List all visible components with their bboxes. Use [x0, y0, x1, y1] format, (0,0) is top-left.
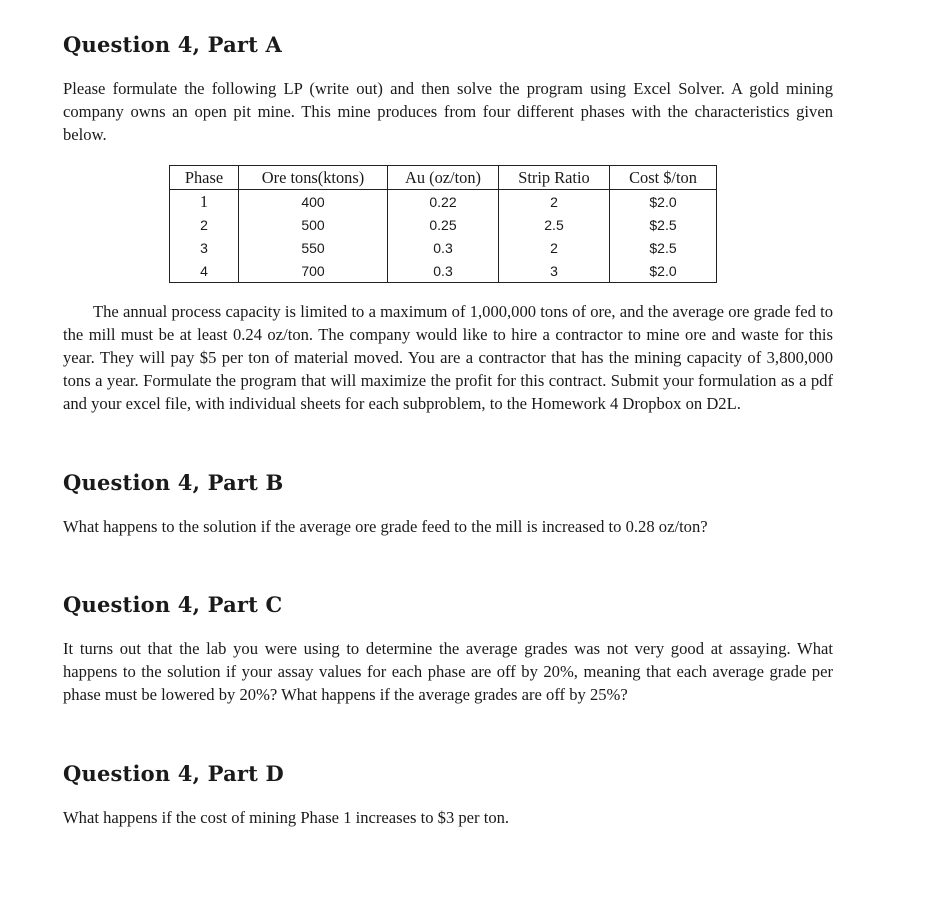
cell-au: 0.25: [388, 213, 499, 236]
cell-phase: 3: [170, 236, 239, 259]
phase-table: [169, 165, 717, 283]
part-a-intro: Please formulate the following LP (write out) and then solve the program using Excel Solver. A gold mining company owns an open pit mine. This mine produces from four different phases with the characteristics given below.: [63, 79, 833, 144]
cell-ore-tons: 500: [239, 213, 388, 236]
cell-strip-ratio: 2: [499, 190, 610, 214]
cell-cost: $2.0: [610, 190, 717, 214]
cell-cost: $2.5: [610, 213, 717, 236]
cell-strip-ratio: 2: [499, 236, 610, 259]
cell-ore-tons: 700: [239, 259, 388, 283]
header-ore-tons: Ore tons(ktons): [239, 166, 388, 190]
part-c-body: It turns out that the lab you were using to determine the average grades was not very good at assaying. What happens to the solution if your assay values for each phase are off by 20%, meaning that each average grade per phase must be lowered by 20%? What happens if the average grades are off by 25%?: [63, 639, 833, 704]
header-au: Au (oz/ton): [388, 166, 499, 190]
header-phase: Phase: [170, 166, 239, 190]
cell-cost: $2.5: [610, 236, 717, 259]
table-row: [170, 213, 717, 236]
part-c-heading: Question 4, Part C: [63, 592, 283, 617]
cell-phase: 4: [170, 259, 239, 283]
cell-cost: $2.0: [610, 259, 717, 283]
cell-ore-tons: 400: [239, 190, 388, 214]
phase-table-header-row: [170, 166, 717, 190]
cell-strip-ratio: 3: [499, 259, 610, 283]
table-row: [170, 236, 717, 259]
cell-ore-tons: 550: [239, 236, 388, 259]
cell-phase: 2: [170, 213, 239, 236]
header-cost: Cost $/ton: [610, 166, 717, 190]
cell-au: 0.3: [388, 236, 499, 259]
part-a-heading: Question 4, Part A: [63, 32, 283, 57]
cell-strip-ratio: 2.5: [499, 213, 610, 236]
cell-phase: 1: [170, 190, 239, 214]
table-row: [170, 190, 717, 214]
cell-au: 0.3: [388, 259, 499, 283]
header-strip-ratio: Strip Ratio: [499, 166, 610, 190]
part-d-heading: Question 4, Part D: [63, 761, 284, 786]
table-row: [170, 259, 717, 283]
part-a-body: The annual process capacity is limited to a maximum of 1,000,000 tons of ore, and the average ore grade fed to the mill must be at least 0.24 oz/ton. The company would like to hire a contractor to mine ore and waste for this year. They will pay $5 per ton of material moved. You are a contractor that has the mining capacity of 3,800,000 tons a year. Formulate the program that will maximize the profit for this contract. Submit your formulation as a pdf and your excel file, with individual sheets for each subproblem, to the Homework 4 Dropbox on D2L.: [63, 302, 833, 413]
cell-au: 0.22: [388, 190, 499, 214]
part-b-heading: Question 4, Part B: [63, 470, 284, 495]
part-d-body: What happens if the cost of mining Phase 1 increases to $3 per ton.: [63, 808, 510, 827]
part-b-body: What happens to the solution if the average ore grade feed to the mill is increased to 0.28 oz/ton?: [63, 517, 708, 536]
